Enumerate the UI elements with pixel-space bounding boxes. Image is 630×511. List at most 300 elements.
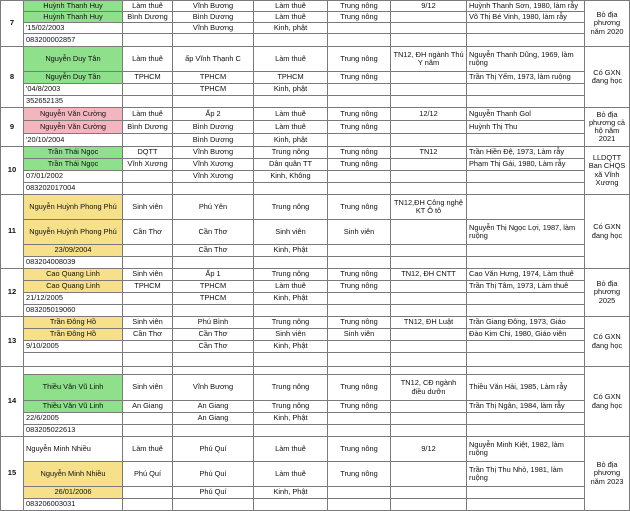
note-cell: Bỏ địa phương 2025 xyxy=(585,269,630,317)
name-cell: Thiều Văn Vũ Linh xyxy=(24,375,123,401)
family-cell xyxy=(254,499,328,511)
occupation-cell: Làm thuê xyxy=(123,47,173,72)
name-cell: 23/09/2004 xyxy=(24,245,123,257)
address-cell: Bình Dương xyxy=(173,134,254,147)
family-cell: Kinh, Phật xyxy=(254,293,328,305)
class-cell: Trung nông xyxy=(328,108,391,121)
class-cell: Trung nông xyxy=(328,72,391,84)
family-cell xyxy=(254,257,328,269)
name-cell: 26/01/2006 xyxy=(24,487,123,499)
address-cell: Cần Thơ xyxy=(173,245,254,257)
education-cell xyxy=(391,12,467,23)
class-cell xyxy=(328,367,391,375)
occupation-cell xyxy=(123,171,173,183)
name-cell: 083202017004 xyxy=(24,183,123,195)
row-number: 11 xyxy=(1,195,24,269)
parents-cell xyxy=(467,487,585,499)
occupation-cell: Vĩnh Xương xyxy=(123,159,173,171)
parents-cell: Trần Thị Tâm, 1973, Làm thuê xyxy=(467,281,585,293)
name-cell: Nguyễn Duy Tân xyxy=(24,47,123,72)
family-cell: Làm thuê xyxy=(254,437,328,462)
row-number: 13 xyxy=(1,317,24,367)
class-cell xyxy=(328,171,391,183)
education-cell: TN12,ĐH Công nghệ KT Ô tô xyxy=(391,195,467,220)
table-row xyxy=(1,96,630,108)
family-cell: Làm thuê xyxy=(254,1,328,12)
class-cell xyxy=(328,96,391,108)
education-cell xyxy=(391,72,467,84)
education-cell xyxy=(391,257,467,269)
address-cell: TPHCM xyxy=(173,281,254,293)
class-cell: Trung nông xyxy=(328,375,391,401)
name-cell: Nguyễn Duy Tân xyxy=(24,72,123,84)
name-cell: Trần Đông Hồ xyxy=(24,317,123,329)
education-cell xyxy=(391,341,467,353)
address-cell: Cần Thơ xyxy=(173,341,254,353)
occupation-cell xyxy=(123,84,173,96)
class-cell xyxy=(328,499,391,511)
education-cell xyxy=(391,220,467,245)
education-cell xyxy=(391,171,467,183)
family-cell: Kinh, phật xyxy=(254,84,328,96)
name-cell: Cao Quang Linh xyxy=(24,269,123,281)
name-cell xyxy=(24,353,123,367)
class-cell xyxy=(328,257,391,269)
address-cell: TPHCM xyxy=(173,293,254,305)
class-cell: Trung nông xyxy=(328,269,391,281)
education-cell xyxy=(391,34,467,47)
class-cell: Trung nông xyxy=(328,401,391,413)
occupation-cell: Cần Thơ xyxy=(123,329,173,341)
class-cell xyxy=(328,34,391,47)
table-row xyxy=(1,425,630,437)
table-row xyxy=(1,329,630,341)
education-cell xyxy=(391,121,467,134)
address-cell: Vĩnh Xương xyxy=(173,159,254,171)
parents-cell: Phạm Thị Gái, 1980, Làm rẫy xyxy=(467,159,585,171)
occupation-cell: An Giang xyxy=(123,401,173,413)
name-cell: 9/10/2005 xyxy=(24,341,123,353)
family-cell xyxy=(254,96,328,108)
address-cell xyxy=(173,353,254,367)
class-cell: Trung nông xyxy=(328,462,391,487)
education-cell: 12/12 xyxy=(391,108,467,121)
address-cell: Vĩnh Bương xyxy=(173,375,254,401)
occupation-cell xyxy=(123,413,173,425)
family-cell: Làm thuê xyxy=(254,462,328,487)
family-cell: Trung nông xyxy=(254,147,328,159)
family-cell: Làm thuê xyxy=(254,281,328,293)
education-cell: 9/12 xyxy=(391,437,467,462)
parents-cell: Võ Thị Bé Vinh, 1980, làm rẫy xyxy=(467,12,585,23)
address-cell: Ấp 1 xyxy=(173,269,254,281)
name-cell: 083205019060 xyxy=(24,305,123,317)
table-row xyxy=(1,437,630,462)
table-row xyxy=(1,183,630,195)
address-cell: TPHCM xyxy=(173,72,254,84)
family-cell: Trung nông xyxy=(254,375,328,401)
table-row xyxy=(1,462,630,487)
occupation-cell: Làm thuê xyxy=(123,437,173,462)
address-cell: An Giang xyxy=(173,401,254,413)
table-row xyxy=(1,47,630,72)
parents-cell xyxy=(467,96,585,108)
address-cell: Bình Dương xyxy=(173,121,254,134)
address-cell: Phú Quí xyxy=(173,487,254,499)
family-cell xyxy=(254,34,328,47)
table-row xyxy=(1,1,630,12)
parents-cell xyxy=(467,341,585,353)
table-row xyxy=(1,269,630,281)
name-cell: 083205022613 xyxy=(24,425,123,437)
class-cell xyxy=(328,487,391,499)
row-number: 8 xyxy=(1,47,24,108)
address-cell xyxy=(173,257,254,269)
address-cell: Vĩnh Bương xyxy=(173,23,254,34)
education-cell xyxy=(391,353,467,367)
parents-cell xyxy=(467,293,585,305)
occupation-cell: Làm thuê xyxy=(123,1,173,12)
address-cell: Vĩnh Bương xyxy=(173,1,254,12)
education-cell xyxy=(391,159,467,171)
address-cell: Phú Quí xyxy=(173,437,254,462)
table-row xyxy=(1,341,630,353)
family-cell: Kinh, Phật xyxy=(254,245,328,257)
name-cell: Thiều Văn Vũ Linh xyxy=(24,401,123,413)
family-cell xyxy=(254,353,328,367)
education-cell xyxy=(391,96,467,108)
parents-cell: Cao Văn Hưng, 1974, Làm thuê xyxy=(467,269,585,281)
education-cell xyxy=(391,281,467,293)
class-cell: Trung nông xyxy=(328,437,391,462)
occupation-cell xyxy=(123,367,173,375)
family-cell: Kinh, phật xyxy=(254,134,328,147)
address-cell xyxy=(173,34,254,47)
family-cell: Kinh, Phật xyxy=(254,413,328,425)
table-row xyxy=(1,134,630,147)
family-cell: TPHCM xyxy=(254,72,328,84)
name-cell: 352652135 xyxy=(24,96,123,108)
parents-cell xyxy=(467,183,585,195)
note-cell: Bỏ địa phương năm 2023 xyxy=(585,437,630,511)
note-cell: LLDQTT Ban CHQS xã Vĩnh Xương xyxy=(585,147,630,195)
name-cell: '15/02/2003 xyxy=(24,23,123,34)
name-cell: Cao Quang Linh xyxy=(24,281,123,293)
name-cell: Trần Thái Ngọc xyxy=(24,147,123,159)
education-cell xyxy=(391,425,467,437)
occupation-cell: TPHCM xyxy=(123,281,173,293)
table-row xyxy=(1,487,630,499)
table-row xyxy=(1,12,630,23)
occupation-cell xyxy=(123,183,173,195)
class-cell xyxy=(328,353,391,367)
table-row xyxy=(1,499,630,511)
education-cell xyxy=(391,413,467,425)
family-cell: Kinh, Không xyxy=(254,171,328,183)
education-cell: TN12, CĐ ngành điều dưỡn xyxy=(391,375,467,401)
education-cell xyxy=(391,462,467,487)
table-row xyxy=(1,108,630,121)
class-cell: Sinh viên xyxy=(328,220,391,245)
row-number: 10 xyxy=(1,147,24,195)
address-cell xyxy=(173,96,254,108)
education-cell xyxy=(391,245,467,257)
class-cell xyxy=(328,245,391,257)
table-row xyxy=(1,195,630,220)
class-cell: Trung nông xyxy=(328,317,391,329)
name-cell: Nguyễn Minh Nhiều xyxy=(24,437,123,462)
class-cell: Trung nông xyxy=(328,281,391,293)
class-cell: Trung nông xyxy=(328,195,391,220)
table-row xyxy=(1,121,630,134)
education-cell xyxy=(391,293,467,305)
family-cell: Làm thuê xyxy=(254,121,328,134)
occupation-cell xyxy=(123,23,173,34)
row-number: 14 xyxy=(1,367,24,437)
address-cell: An Giang xyxy=(173,413,254,425)
name-cell: 22/6/2005 xyxy=(24,413,123,425)
parents-cell xyxy=(467,195,585,220)
address-cell: Ấp 2 xyxy=(173,108,254,121)
name-cell: Trần Thái Ngọc xyxy=(24,159,123,171)
table-row xyxy=(1,305,630,317)
occupation-cell xyxy=(123,245,173,257)
education-cell xyxy=(391,401,467,413)
class-cell xyxy=(328,305,391,317)
name-cell: Nguyễn Văn Cường xyxy=(24,121,123,134)
family-cell: Dân quân TT xyxy=(254,159,328,171)
family-cell: Kinh, Phật xyxy=(254,341,328,353)
class-cell xyxy=(328,413,391,425)
parents-cell xyxy=(467,413,585,425)
row-number: 12 xyxy=(1,269,24,317)
parents-cell: Huỳnh Thanh Sơn, 1980, làm rẫy xyxy=(467,1,585,12)
table-row xyxy=(1,353,630,367)
address-cell: Vĩnh Bương xyxy=(173,147,254,159)
education-cell xyxy=(391,84,467,96)
occupation-cell: Làm thuê xyxy=(123,108,173,121)
education-cell xyxy=(391,367,467,375)
family-cell: Trung nông xyxy=(254,401,328,413)
table-row xyxy=(1,281,630,293)
parents-cell: Trần Giang Đông, 1973, Giáo xyxy=(467,317,585,329)
parents-cell: Đào Kim Chi, 1980, Giáo viên xyxy=(467,329,585,341)
family-cell: Trung nông xyxy=(254,195,328,220)
class-cell xyxy=(328,23,391,34)
occupation-cell xyxy=(123,305,173,317)
address-cell: ấp Vĩnh Thạnh C xyxy=(173,47,254,72)
occupation-cell xyxy=(123,134,173,147)
name-cell: '04/8/2003 xyxy=(24,84,123,96)
occupation-cell xyxy=(123,96,173,108)
parents-cell xyxy=(467,425,585,437)
occupation-cell xyxy=(123,34,173,47)
class-cell: Trung nông xyxy=(328,159,391,171)
address-cell xyxy=(173,499,254,511)
table-row xyxy=(1,159,630,171)
address-cell xyxy=(173,367,254,375)
parents-cell xyxy=(467,353,585,367)
name-cell: 083206003031 xyxy=(24,499,123,511)
address-cell xyxy=(173,305,254,317)
occupation-cell xyxy=(123,257,173,269)
address-cell: Vĩnh Xương xyxy=(173,171,254,183)
address-cell: Phú Yên xyxy=(173,195,254,220)
table-row xyxy=(1,72,630,84)
class-cell: Trung nông xyxy=(328,1,391,12)
education-cell xyxy=(391,305,467,317)
occupation-cell xyxy=(123,487,173,499)
parents-cell xyxy=(467,367,585,375)
education-cell xyxy=(391,487,467,499)
parents-cell: Trần Thị Yếm, 1973, làm ruộng xyxy=(467,72,585,84)
class-cell: Trung nông xyxy=(328,47,391,72)
parents-cell xyxy=(467,134,585,147)
family-cell: Sinh viên xyxy=(254,329,328,341)
name-cell: Huỳnh Thanh Huy xyxy=(24,12,123,23)
table-row xyxy=(1,367,630,375)
name-cell: 21/12/2005 xyxy=(24,293,123,305)
family-cell: Kinh, Phật xyxy=(254,487,328,499)
education-cell xyxy=(391,134,467,147)
parents-cell: Nguyễn Minh Kiệt, 1982, làm ruộng xyxy=(467,437,585,462)
row-number: 9 xyxy=(1,108,24,147)
note-cell: Có GXN đang học xyxy=(585,47,630,108)
class-cell xyxy=(328,134,391,147)
education-cell xyxy=(391,499,467,511)
parents-cell: Trần Thị Thu Nhỏ, 1981, làm ruộng xyxy=(467,462,585,487)
parents-cell xyxy=(467,34,585,47)
table-row xyxy=(1,375,630,401)
table-row xyxy=(1,413,630,425)
table-row xyxy=(1,317,630,329)
class-cell: Sinh viên xyxy=(328,329,391,341)
note-cell: Có GXN đang học xyxy=(585,195,630,269)
class-cell: Trung nông xyxy=(328,12,391,23)
note-cell: Có GXN đang học xyxy=(585,317,630,367)
table-row xyxy=(1,147,630,159)
education-cell: 9/12 xyxy=(391,1,467,12)
class-cell: Trung nông xyxy=(328,147,391,159)
family-cell: Sinh viên xyxy=(254,220,328,245)
parents-cell: Huỳnh Thị Thu xyxy=(467,121,585,134)
name-cell: 083204008039 xyxy=(24,257,123,269)
class-cell xyxy=(328,84,391,96)
parents-cell: Nguyễn Thanh Gol xyxy=(467,108,585,121)
occupation-cell xyxy=(123,353,173,367)
address-cell: Phú Quí xyxy=(173,462,254,487)
name-cell: Nguyễn Huỳnh Phong Phú xyxy=(24,195,123,220)
family-cell: Trung nông xyxy=(254,269,328,281)
occupation-cell xyxy=(123,499,173,511)
row-number: 15 xyxy=(1,437,24,511)
family-cell xyxy=(254,367,328,375)
education-cell xyxy=(391,329,467,341)
note-cell: Bỏ địa phương năm 2020 xyxy=(585,1,630,47)
education-cell xyxy=(391,183,467,195)
occupation-cell: Bình Dương xyxy=(123,12,173,23)
table-row xyxy=(1,34,630,47)
education-cell: TN12, ĐH Luật xyxy=(391,317,467,329)
parents-cell xyxy=(467,84,585,96)
address-cell: Cần Thơ xyxy=(173,220,254,245)
parents-cell xyxy=(467,499,585,511)
name-cell: Huỳnh Thanh Huy xyxy=(24,1,123,12)
occupation-cell: Sinh viên xyxy=(123,195,173,220)
education-cell: TN12, ĐH CNTT xyxy=(391,269,467,281)
parents-cell xyxy=(467,171,585,183)
occupation-cell xyxy=(123,425,173,437)
family-cell xyxy=(254,183,328,195)
parents-cell: Nguyễn Thị Ngọc Lợi, 1987, làm ruộng xyxy=(467,220,585,245)
parents-cell xyxy=(467,245,585,257)
parents-cell: Trần Hiền Đệ, 1973, Làm rẫy xyxy=(467,147,585,159)
education-cell: TN12 xyxy=(391,147,467,159)
name-cell: 07/01/2002 xyxy=(24,171,123,183)
class-cell xyxy=(328,341,391,353)
occupation-cell: Sinh viên xyxy=(123,269,173,281)
address-cell xyxy=(173,425,254,437)
occupation-cell: Bình Dương xyxy=(123,121,173,134)
row-number: 7 xyxy=(1,1,24,47)
address-cell xyxy=(173,183,254,195)
family-cell: Trung nông xyxy=(254,317,328,329)
family-cell: Làm thuê xyxy=(254,108,328,121)
family-cell: Làm thuê xyxy=(254,12,328,23)
address-cell: Bình Dương xyxy=(173,12,254,23)
address-cell: TPHCM xyxy=(173,84,254,96)
occupation-cell: TPHCM xyxy=(123,72,173,84)
class-cell xyxy=(328,293,391,305)
class-cell xyxy=(328,183,391,195)
table-row xyxy=(1,245,630,257)
family-cell xyxy=(254,425,328,437)
parents-cell: Nguyễn Thanh Dũng, 1969, làm ruộng xyxy=(467,47,585,72)
name-cell: Nguyễn Văn Cường xyxy=(24,108,123,121)
name-cell: Nguyễn Huỳnh Phong Phú xyxy=(24,220,123,245)
parents-cell xyxy=(467,305,585,317)
table-row xyxy=(1,257,630,269)
parents-cell xyxy=(467,23,585,34)
address-cell: Cần Thơ xyxy=(173,329,254,341)
occupation-cell: Sinh viên xyxy=(123,375,173,401)
note-cell: Bỏ địa phương cả hộ năm 2021 xyxy=(585,108,630,147)
name-cell: Trần Đông Hồ xyxy=(24,329,123,341)
table-row xyxy=(1,293,630,305)
note-cell: Có GXN đang học xyxy=(585,367,630,437)
class-cell xyxy=(328,425,391,437)
occupation-cell: Cần Thơ xyxy=(123,220,173,245)
occupation-cell xyxy=(123,341,173,353)
education-cell: TN12, ĐH ngành Thú Y năm xyxy=(391,47,467,72)
name-cell: Nguyễn Minh Nhiều xyxy=(24,462,123,487)
family-cell: Kinh, phật xyxy=(254,23,328,34)
table-row xyxy=(1,401,630,413)
name-cell: 083200002857 xyxy=(24,34,123,47)
name-cell: '20/10/2004 xyxy=(24,134,123,147)
address-cell: Phú Bình xyxy=(173,317,254,329)
occupation-cell: Phú Quí xyxy=(123,462,173,487)
family-cell xyxy=(254,305,328,317)
table-row xyxy=(1,84,630,96)
name-cell xyxy=(24,367,123,375)
family-cell: Làm thuê xyxy=(254,47,328,72)
occupation-cell: Sinh viên xyxy=(123,317,173,329)
education-cell xyxy=(391,23,467,34)
occupation-cell: DQTT xyxy=(123,147,173,159)
parents-cell: Trần Thị Ngân, 1984, làm rẫy xyxy=(467,401,585,413)
table-row xyxy=(1,23,630,34)
